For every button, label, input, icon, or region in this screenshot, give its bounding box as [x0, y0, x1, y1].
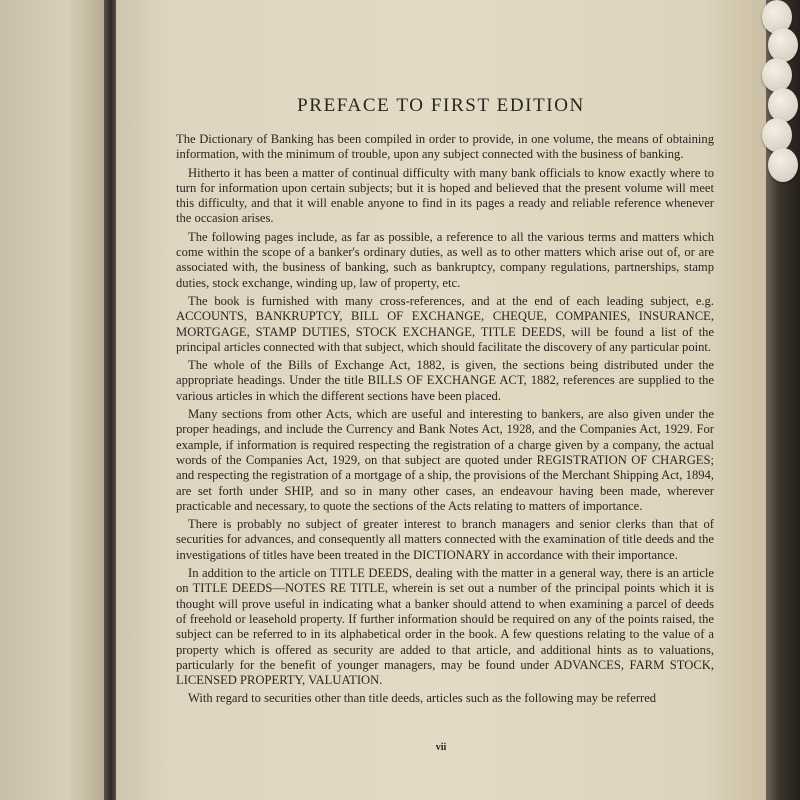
left-page-edge: [0, 0, 112, 800]
decorative-beads: [758, 0, 800, 190]
paragraph-3: The following pages include, as far as possible, a reference to all the various terms and matters which come within the scope of a banker's ordinary duties, as well as to other matters which arise out of, or are associated with, the business of banking, such as bankruptcy, company regulations, partnerships, stamp duties, stock exchange, winding up, law of property, etc.: [176, 229, 714, 290]
paragraph-9: With regard to securities other than title deeds, articles such as the following may be referred: [188, 691, 657, 706]
paragraph-2: Hitherto it has been a matter of continual difficulty with many bank officials to know exactly where to turn for information upon certain subjects; but it is hoped and believed that the present volume will meet this difficulty, and that it will enable anyone to find in its pages a ready and reliable reference whenever the occasion arises.: [176, 165, 714, 226]
paragraph-6: Many sections from other Acts, which are useful and interesting to bankers, are also given under the proper headings, and include the Currency and Bank Notes Act, 1928, and the Companies Act, 1929. For example, if information is required respecting the registration of a charge given by a company, the actual words of the Companies Act, 1929, on that subject are quoted under REGISTRATION OF CHARGES; and respecting the registration of a mortgage of a ship, the provisions of the Merchant Shipping Act, 1894, are set forth under SHIP, and so in many other cases, an endeavour having been made, wherever practicable and necessary, to quote the sections of the Acts relating to matters of importance.: [176, 407, 714, 513]
paragraph-7: There is probably no subject of greater interest to branch managers and senior clerks than that of securities for advances, and consequently all matters connected with the examination of title deeds and the investigations of titles have been treated in the DICTIONARY in accordance with their importance.: [176, 517, 714, 562]
paragraph-4: The book is furnished with many cross-references, and at the end of each leading subject, e.g. ACCOUNTS, BANKRUPTCY, BILL OF EXCHANGE, CHEQUE, COMPANIES, INSURANCE, MORTGAGE, STAMP DUTIES, STOCK EXCHANGE, TITLE DEEDS, will be found a list of the principal articles connected with that subject, which should facilitate the discovery of any particular point.: [176, 293, 714, 354]
page-body: [176, 132, 714, 710]
page-number: vii: [435, 742, 447, 753]
paragraph-5: The whole of the Bills of Exchange Act, 1882, is given, the sections being distributed under the appropriate headings. Under the title BILLS OF EXCHANGE ACT, 1882, references are supplied to the various articles in which the different sections have been placed.: [176, 358, 714, 403]
page-title: PREFACE TO FIRST EDITION: [297, 95, 585, 116]
paragraph-1: The Dictionary of Banking has been compiled in order to provide, in one volume, the means of obtaining information, with the minimum of trouble, upon any subject connected with the business of banking.: [176, 132, 714, 162]
book-page: [116, 0, 766, 800]
paragraph-8: In addition to the article on TITLE DEEDS, dealing with the matter in a general way, there is an article on TITLE DEEDS—NOTES RE TITLE, wherein is set out a number of the principal points which it is thought will prove useful in indicating what a banker should attend to when examining a parcel of deeds of freehold or leasehold property. If further information should be required on any of the points raised, the subject can be referred to in its alphabetical order in the book. A few questions relating to the value of a property which is offered as security are added to that article, and additional hints as to valuations, particularly for the benefit of younger managers, may be found under ADVANCES, FARM STOCK, LICENSED PROPERTY, VALUATION.: [176, 566, 714, 688]
